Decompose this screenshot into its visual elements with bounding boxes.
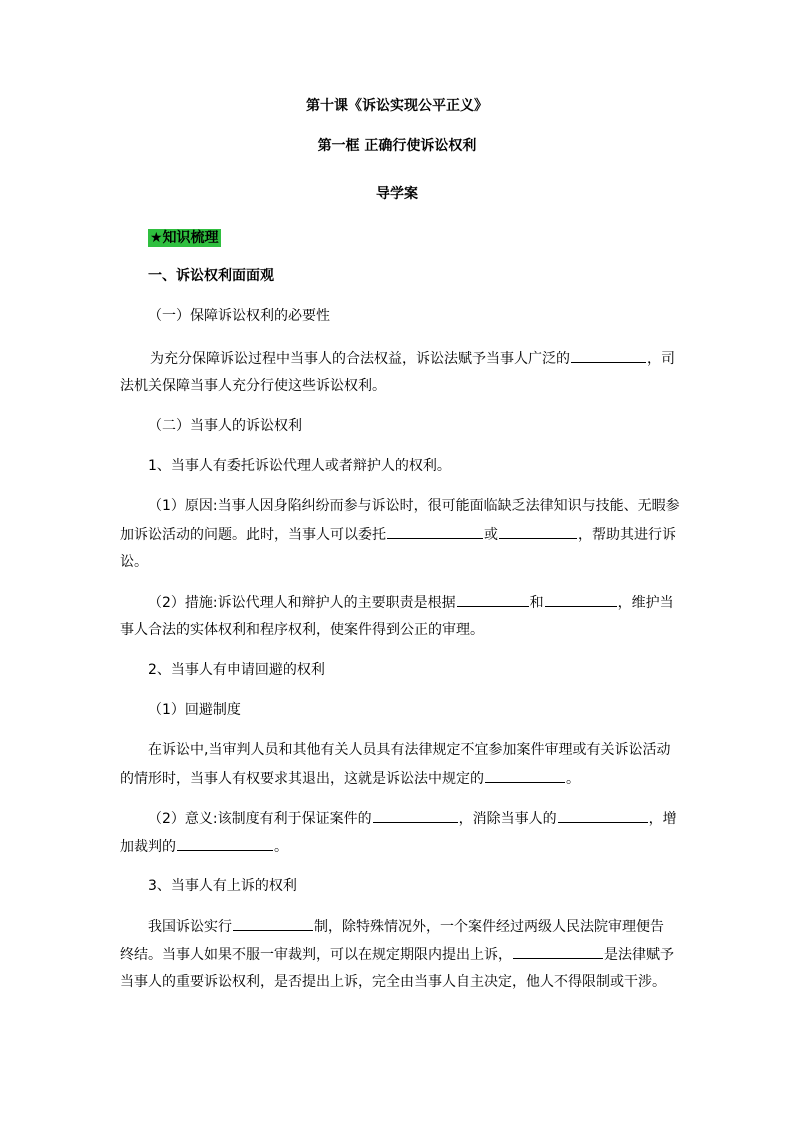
fill-blank[interactable]: [387, 524, 483, 539]
text-segment: 和: [529, 595, 544, 611]
paragraph1-line1: [150, 348, 710, 369]
fill-blank[interactable]: [499, 524, 577, 539]
text-segment: ，增: [648, 811, 677, 827]
text-segment: ，司: [647, 351, 675, 367]
heading-rights-overview: 一、诉讼权利面面观: [148, 268, 274, 284]
paragraph3-line2: [120, 944, 680, 965]
item2-2-line2: [120, 836, 680, 857]
text-segment: 加诉讼活动的问题。此时，当事人可以委托: [120, 527, 386, 543]
paragraph2-line2: [120, 768, 680, 789]
item1-1-line2: [120, 524, 680, 545]
text-segment: 或: [484, 527, 498, 543]
doc-type-title: 导学案: [376, 186, 418, 202]
knowledge-badge-row: [148, 228, 708, 248]
fill-blank[interactable]: [485, 768, 565, 783]
lesson-title: 第十课《诉讼实现公平正义》: [306, 98, 488, 114]
item2-title: 2、当事人有申请回避的权利: [148, 662, 325, 678]
item1-2-line2: 事人合法的实体权利和程序权利，使案件得到公正的审理。: [120, 622, 484, 638]
item1-title: 1、当事人有委托诉讼代理人或者辩护人的权利。: [148, 458, 451, 474]
paragraph3-line3: 当事人的重要诉讼权利，是否提出上诉，完全由当事人自主决定，他人不得限制或干涉。: [120, 974, 666, 990]
fill-blank[interactable]: [177, 836, 273, 851]
item1-2-line1: [148, 592, 708, 613]
item3-title: 3、当事人有上诉的权利: [148, 878, 297, 894]
item2-1-title: （1）回避制度: [148, 702, 241, 718]
text-segment: 制，除特殊情况外，一个案件经过两级人民法院审理便告: [314, 919, 664, 935]
paragraph1-line2: 法机关保障当事人充分行使这些诉讼权利。: [120, 378, 386, 394]
paragraph2-line1: 在诉讼中,当审判人员和其他有关人员具有法律规定不宜参加案件审理或有关诉讼活动: [148, 742, 671, 758]
knowledge-badge: ★知识梳理: [150, 230, 219, 246]
section-subtitle: 第一框 正确行使诉讼权利: [317, 138, 477, 154]
fill-blank[interactable]: [457, 592, 529, 607]
text-segment: 为充分保障诉讼过程中当事人的合法权益，诉讼法赋予当事人广泛的: [150, 351, 570, 367]
text-segment: （2）意义:该制度有利于保证案件的: [148, 811, 372, 827]
item1-1-line3: 讼。: [120, 554, 148, 570]
subheading-necessity: （一）保障诉讼权利的必要性: [148, 308, 330, 324]
text-segment: ，消除当事人的: [458, 811, 557, 827]
text-segment: 。: [566, 771, 580, 787]
item1-1-line1: （1）原因:当事人因身陷纠纷而参与诉讼时，很可能面临缺乏法律知识与技能、无暇参: [148, 498, 680, 514]
text-segment: ，维护当: [617, 595, 674, 611]
text-segment: 。: [274, 839, 288, 855]
fill-blank[interactable]: [545, 592, 617, 607]
fill-blank[interactable]: [373, 808, 458, 823]
text-segment: ，帮助其进行诉: [578, 527, 676, 543]
text-segment: （2）措施:诉讼代理人和辩护人的主要职责是根据: [148, 595, 456, 611]
fill-blank[interactable]: [233, 916, 313, 931]
text-segment: 我国诉讼实行: [148, 919, 232, 935]
paragraph3-line1: [148, 916, 708, 937]
item2-2-line1: [148, 808, 708, 829]
fill-blank[interactable]: [558, 808, 648, 823]
fill-blank[interactable]: [513, 944, 603, 959]
text-segment: 是法律赋予: [604, 947, 674, 963]
fill-blank[interactable]: [571, 348, 646, 363]
text-segment: 终结。当事人如果不服一审裁判，可以在规定期限内提出上诉，: [120, 947, 512, 963]
text-segment: 加裁判的: [120, 839, 176, 855]
text-segment: 的情形时，当事人有权要求其退出，这就是诉讼法中规定的: [120, 771, 484, 787]
subheading-parties-rights: （二）当事人的诉讼权利: [148, 418, 302, 434]
